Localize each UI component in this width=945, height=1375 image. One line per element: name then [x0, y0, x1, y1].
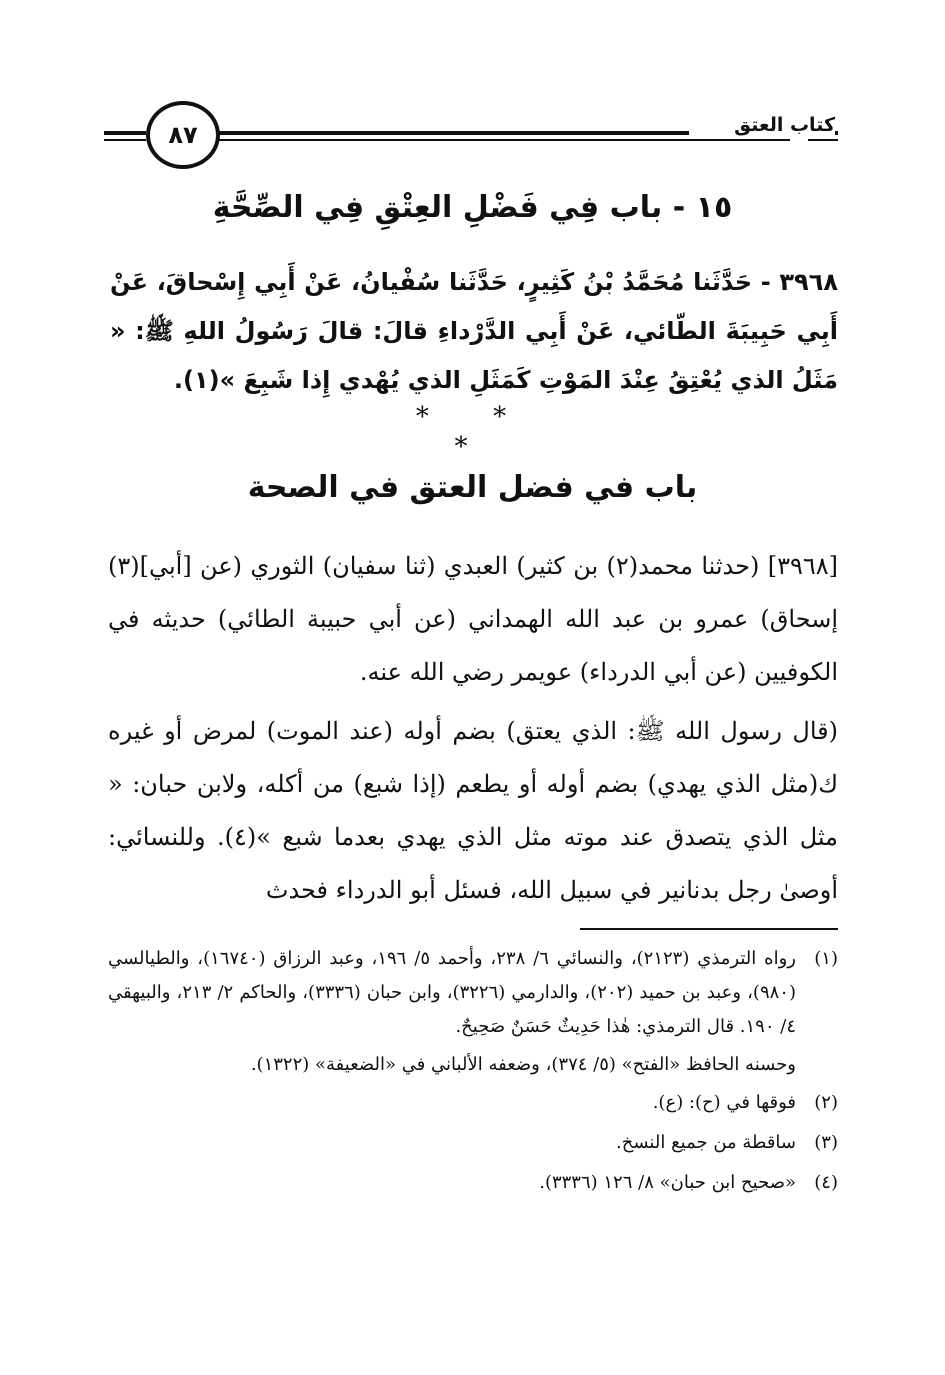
page-number	[146, 101, 220, 169]
commentary	[108, 540, 838, 917]
footnote	[108, 942, 838, 1044]
footnote	[108, 1126, 838, 1160]
footnote-number: (١)	[814, 948, 838, 969]
footnote-text: ساقطة من جميع النسخ.	[616, 1132, 796, 1153]
commentary-paragraph: [٣٩٦٨] (حدثنا محمد(٢) بن كثير) العبدي (ثنا سفيان) الثوري (عن [أبي](٣) إسحاق) عمرو بن عبد الله الهمداني (عن أبي حبيبة الطائي) حديثه في الكوفيين (عن أبي الدرداء) عويمر رضي الله عنه.	[108, 552, 839, 686]
footnote-text: رواه الترمذي (٢١٢٣)، والنسائي ٦/ ٢٣٨، وأحمد ٥/ ١٩٦، وعبد الرزاق (١٦٧٤٠)، والطيالسي (٩٨٠)، وعبد بن حميد (٢٠٢)، والدارمي (٣٢٢٦)، وابن حبان (٣٣٣٦)، والحاكم ٢/ ٢١٣، والبيهقي ٤/ ١٩٠. قال الترمذي: هٰذا حَدِيثٌ حَسَنٌ صَحِيحٌ.	[108, 948, 796, 1037]
footnote-number: (٤)	[814, 1172, 838, 1193]
footnote-text: «صحيح ابن حبان» ٨/ ١٢٦ (٣٣٣٦).	[539, 1172, 796, 1193]
header-rule-thin	[104, 139, 146, 141]
running-title: كتاب العتق	[689, 114, 835, 136]
section-separator: * * *	[415, 402, 535, 462]
footnote-text: فوقها في (ح): (ع).	[652, 1092, 796, 1113]
footnote-number: (٣)	[814, 1132, 838, 1153]
footnote-continuation: وحسنه الحافظ «الفتح» (٥/ ٣٧٤)، وضعفه الألباني في «الضعيفة» (١٣٢٢).	[250, 1054, 796, 1075]
footnotes	[108, 942, 838, 1200]
header-rule	[104, 131, 146, 135]
hadith-text: ٣٩٦٨ - حَدَّثَنا مُحَمَّدُ بْنُ كَثِيرٍ، حَدَّثَنا سُفْيانُ، عَنْ أَبِي إِسْحاقَ، عَنْ أَبِي حَبِيبَةَ الطّائي، عَنْ أَبِي الدَّرْداءِ قالَ: قالَ رَسُولُ اللهِ ﷺ: « مَثَلُ الذي يُعْتِقُ عِنْدَ المَوْتِ كَمَثَلِ الذي يُهْدي إِذا شَبِعَ »(١).	[110, 268, 838, 394]
header-rule-stub-thin	[808, 139, 838, 141]
page-number-text: ٨٧	[168, 121, 198, 149]
section-title: باب في فضل العتق في الصحة	[247, 470, 698, 505]
header-rule-thin	[218, 139, 790, 141]
chapter-title: ١٥ - باب فِي فَضْلِ العِتْقِ فِي الصِّحَّةِ	[212, 190, 733, 225]
footnote	[108, 1086, 838, 1120]
footnote-number: (٢)	[814, 1092, 838, 1113]
commentary-paragraph: (قال رسول الله ﷺ: الذي يعتق) بضم أوله (عند الموت) لمرض أو غيره ك(مثل الذي يهدي) بضم أوله أو يطعم (إذا شبع) من أكله، ولابن حبان: « مثل الذي يتصدق عند موته مثل الذي يهدي بعدما شبع »(٤). وللنسائي: أوصىٰ رجل بدنانير في سبيل الله، فسئل أبو الدرداء فحدث	[108, 717, 838, 904]
footnote-rule	[580, 928, 838, 930]
footnote	[108, 1166, 838, 1200]
